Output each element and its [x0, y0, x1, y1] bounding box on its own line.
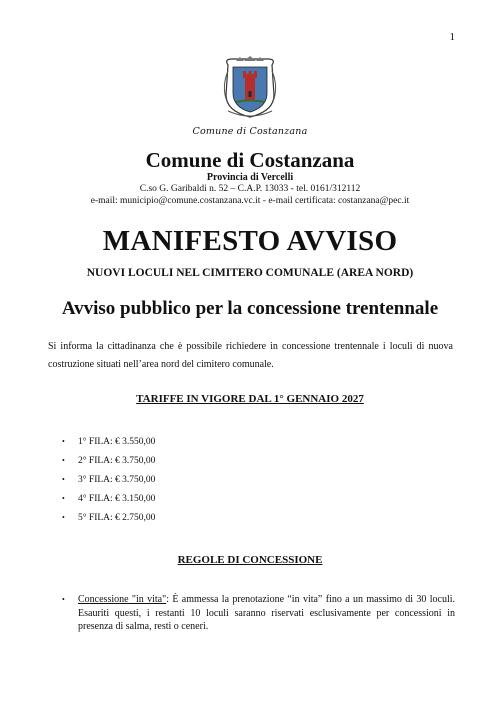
- rule-text: [78, 593, 455, 634]
- list-item: [62, 436, 155, 455]
- bullet-icon: •: [62, 513, 65, 522]
- bullet-icon: •: [62, 437, 65, 446]
- public-notice-heading: Avviso pubblico per la concessione trentennale: [61, 298, 439, 319]
- email-line: e-mail: municipio@comune.costanzana.vc.it - e-mail certificata: costanzana@pec.it: [90, 196, 410, 206]
- list-item: [62, 474, 155, 493]
- list-item: [62, 455, 155, 474]
- address-line: C.so G. Garibaldi n. 52 – C.A.P. 13033 - tel. 0161/312112: [139, 184, 361, 194]
- bullet-icon: •: [62, 595, 65, 604]
- bullet-icon: •: [62, 475, 65, 484]
- notice-subtitle: NUOVI LOCULI NEL CIMITERO COMUNALE (AREA NORD): [86, 267, 414, 279]
- tariff-row-3: 3° FILA: € 3.750,00: [78, 475, 156, 485]
- province-line: Provincia di Vercelli: [206, 172, 294, 183]
- rule-item: [62, 593, 455, 634]
- tariff-row-2: 2° FILA: € 3.750,00: [78, 456, 156, 466]
- tariff-row-1: 1° FILA: € 3.550,00: [78, 437, 156, 447]
- tariffs-list: [62, 436, 155, 531]
- manifesto-title: MANIFESTO AVVISO: [102, 225, 398, 257]
- tariff-row-5: 5° FILA: € 2.750,00: [78, 513, 156, 523]
- list-item: [62, 512, 155, 531]
- list-item: [62, 493, 155, 512]
- tariffs-heading: TARIFFE IN VIGORE DAL 1° GENNAIO 2027: [136, 393, 364, 405]
- municipal-crest-logo: [220, 55, 280, 119]
- rules-heading: REGOLE DI CONCESSIONE: [177, 554, 323, 566]
- tariff-row-4: 4° FILA: € 3.150,00: [78, 494, 156, 504]
- page-number: 1: [449, 31, 455, 43]
- municipality-title: Comune di Costanzana: [145, 148, 355, 172]
- intro-paragraph: Si informa la cittadinanza che è possibile richiedere in concessione trentennale i loculi di nuova costruzione situati nell’area nord del cimitero comunale.: [48, 341, 453, 370]
- bullet-icon: •: [62, 494, 65, 503]
- rule-term: Concessione "in vita": [78, 594, 167, 605]
- logo-caption: Comune di Costanzana: [192, 126, 308, 137]
- bullet-icon: •: [62, 456, 65, 465]
- rule-description: : È ammessa la prenotazione “in vita” fino a un massimo di 30 loculi. Esauriti questi, i restanti 10 loculi saranno riservati esclusivamente per concessioni in presenza di salma, resti o ceneri.: [78, 594, 455, 632]
